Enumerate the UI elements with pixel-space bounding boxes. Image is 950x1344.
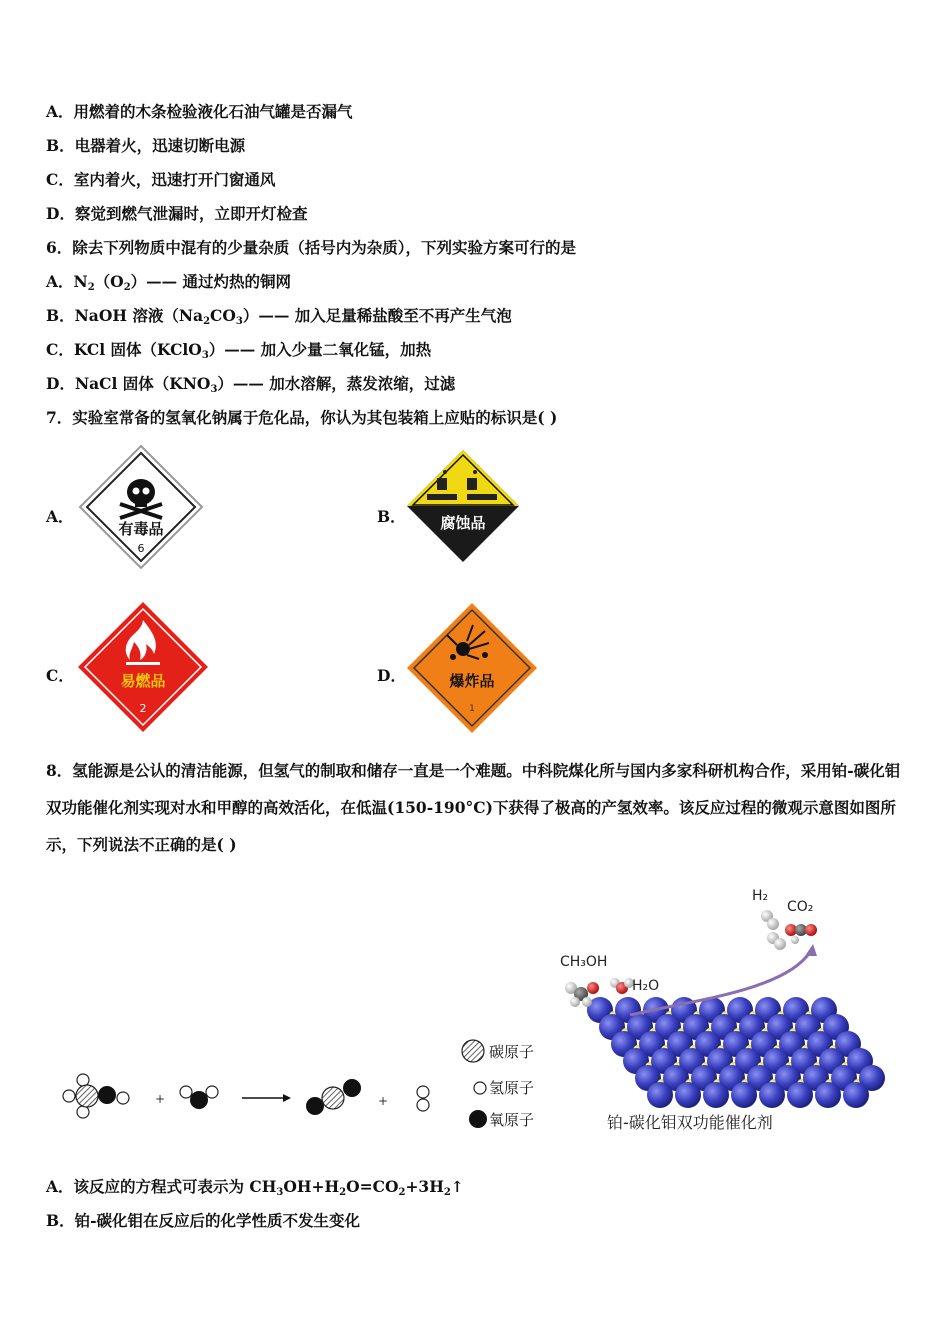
q8-option-b: B．铂-碳化钼在反应后的化学性质不发生变化	[46, 1211, 361, 1230]
q6-option-c: C．KCl 固体（KClO$_3$）—— 加入少量二氧化锰，加热	[46, 340, 432, 361]
reaction-arrow	[242, 1094, 291, 1102]
explosive-sign	[405, 601, 539, 735]
q7-option-a-letter: A．	[46, 507, 74, 526]
catalyst-caption: 铂-碳化钼双功能催化剂	[607, 1113, 773, 1132]
lattice-atom	[647, 1082, 673, 1108]
corrosive-sign	[405, 448, 521, 564]
q7-option-c-letter: C．	[46, 666, 74, 685]
h2-model	[761, 910, 786, 950]
co2-model	[785, 924, 817, 944]
plus-sign-1: +	[155, 1092, 166, 1106]
q6-option-b: B．NaOH 溶液$(Na_2CO_3)——$ 加入足量稀盐酸至不再产生气泡	[46, 306, 512, 327]
water-model	[610, 978, 634, 994]
label-ch3oh: CH₃OH	[560, 954, 608, 970]
label-h2o: H₂O	[632, 978, 660, 994]
lattice-atom	[675, 1082, 701, 1108]
lattice-atom	[787, 1082, 813, 1108]
toxic-sign-number: 6	[137, 542, 145, 555]
q8-stem: 8．氢能源是公认的清洁能源，但氢气的制取和储存一直是一个难题。中科院煤化所与国内多家科研机构合作，采用铂-碳化钼双功能催化剂实现对水和甲醇的高效活化，在低温(150-190°C)下获得了极高的产氢效率。该反应过程的微观示意图如图所示，下列说法不正确的是( )	[46, 761, 901, 854]
q5-option-a: A．用燃着的木条检验液化石油气罐是否漏气	[46, 102, 353, 121]
toxic-sign-text: 有毒品	[118, 520, 164, 538]
label-h2: H₂	[752, 888, 769, 904]
lattice-atom	[815, 1082, 841, 1108]
co2-molecule	[306, 1079, 361, 1115]
q6-stem: 6．除去下列物质中混有的少量杂质（括号内为杂质），下列实验方案可行的是	[46, 238, 577, 257]
q7-stem: 7．实验室常备的氢氧化钠属于危化品，你认为其包装箱上应贴的标识是( )	[46, 408, 558, 427]
q8-option-a: A．该反应的方程式可表示为 $CH_3OH+H_2O=CO_2+3H_2↑$	[46, 1177, 464, 1198]
toxic-sign	[78, 444, 204, 570]
q5-option-b: B．电器着火，迅速切断电源	[46, 136, 246, 155]
legend-hydrogen: 氢原子	[489, 1079, 535, 1097]
hydrogen-atom-icon	[472, 1080, 488, 1096]
catalyst-figure	[555, 880, 890, 1140]
methanol-molecule	[63, 1074, 129, 1118]
q5-option-d: D．察觉到燃气泄漏时，立即开灯检查	[46, 204, 308, 223]
reaction-diagram	[55, 1065, 445, 1129]
corrosive-sign-text: 腐蚀品	[440, 514, 486, 532]
q7-option-d-letter: D．	[377, 666, 406, 685]
plus-sign-2: +	[378, 1094, 389, 1108]
flammable-sign	[76, 600, 210, 734]
q5-option-c: C．室内着火，迅速打开门窗通风	[46, 170, 276, 189]
legend-oxygen: 氧原子	[489, 1111, 535, 1129]
oxygen-atom-icon	[467, 1108, 489, 1130]
carbon-atom-icon	[460, 1038, 486, 1064]
legend-carbon: 碳原子	[489, 1043, 535, 1061]
label-co2: CO₂	[787, 899, 814, 915]
q7-option-b-letter: B．	[377, 507, 406, 526]
lattice-atom	[731, 1082, 757, 1108]
explosive-sign-text: 爆炸品	[449, 672, 495, 690]
flammable-sign-text: 易燃品	[120, 672, 166, 690]
hydrogen-molecule	[417, 1086, 429, 1111]
flammable-sign-number: 2	[139, 702, 147, 715]
lattice-atom	[759, 1082, 785, 1108]
q6-option-a: A．$N_2(O_2)——$ 通过灼热的铜网	[46, 272, 292, 293]
explosive-sign-number: 1	[469, 704, 475, 714]
lattice-atom	[703, 1082, 729, 1108]
q6-option-d: D．NaCl 固体$(KNO_3)——$ 加水溶解，蒸发浓缩，过滤	[46, 374, 456, 395]
water-molecule	[180, 1086, 218, 1109]
lattice-atom	[843, 1082, 869, 1108]
